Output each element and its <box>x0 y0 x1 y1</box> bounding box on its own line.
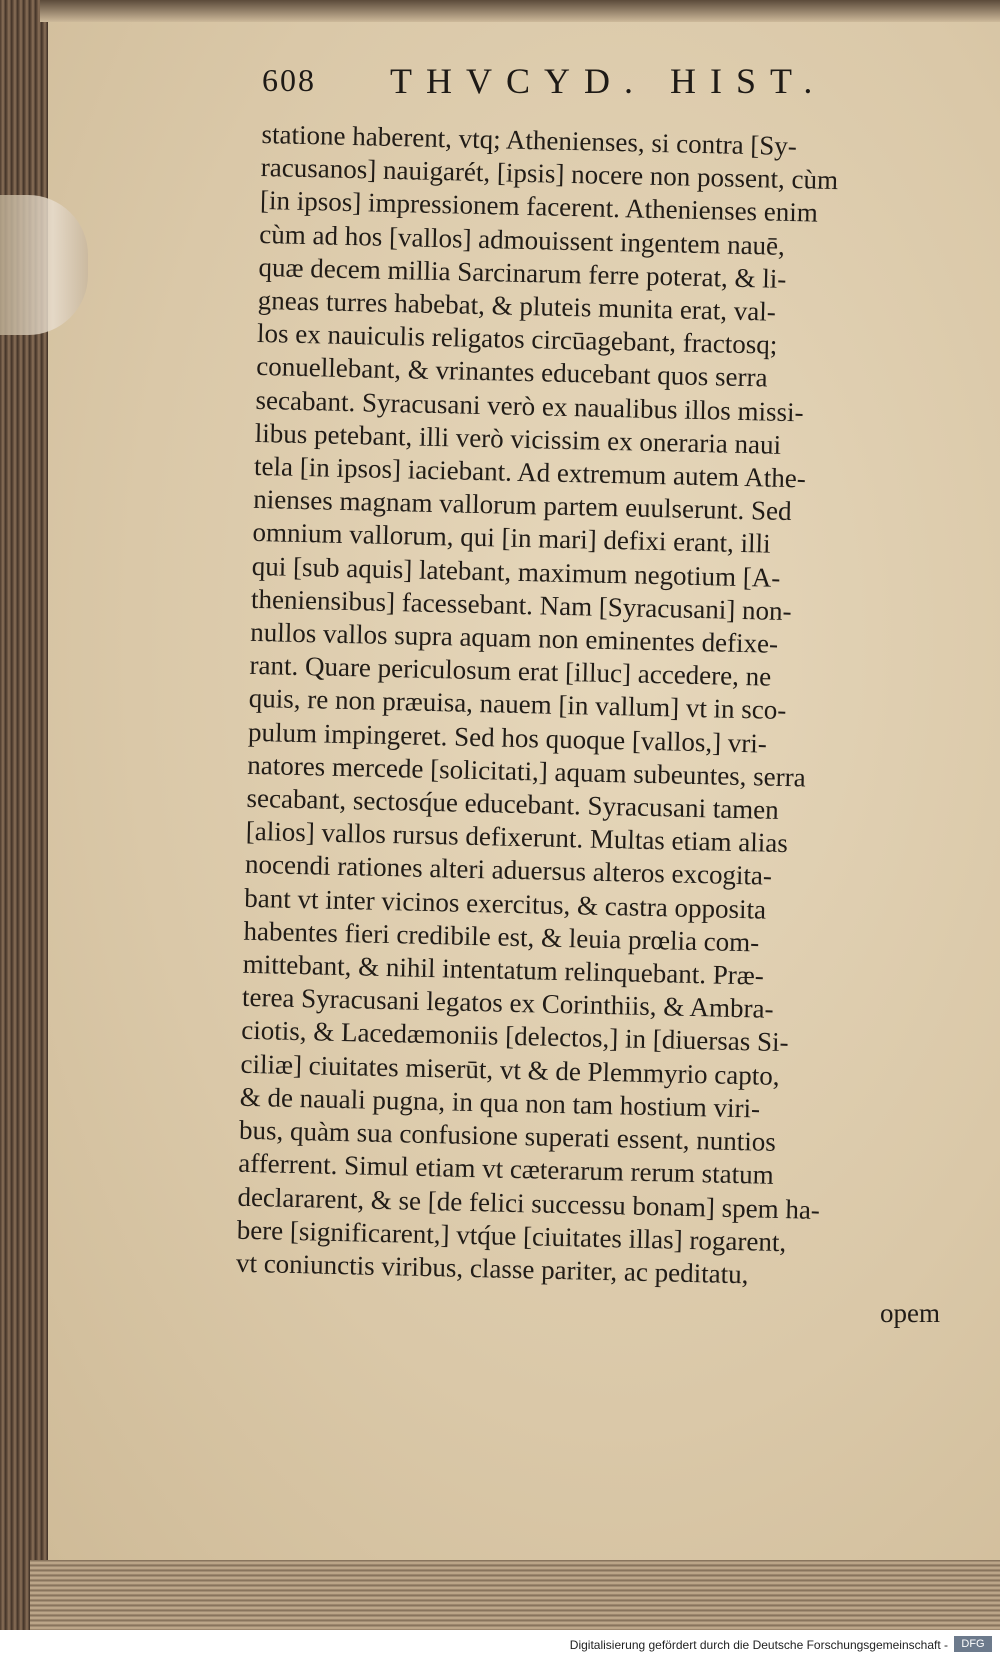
text-line: secabant. Syracusani verò ex naualibus illos missi- <box>255 384 804 427</box>
text-line: afferrent. Simul etiam vt cæterarum rerum statum <box>237 1148 775 1191</box>
text-line: conuellebant, & vrinantes educebant quos serra <box>256 351 768 393</box>
text-line: terea Syracusani legatos ex Corinthiis, & Ambra- <box>241 982 774 1025</box>
text-line: racusanos] nauigarét, [ipsis] nocere non possent, cùm <box>260 152 839 196</box>
text-line: & de nauali pugna, in qua non tam hostium viri- <box>239 1081 761 1124</box>
page-edge-bottom <box>30 1560 1000 1630</box>
text-line: qui [sub aquis] latebant, maximum negotium [A- <box>251 550 781 593</box>
text-line: statione haberent, vtq; Athenienses, si contra [Sy- <box>261 118 798 162</box>
text-line: gneas turres habebat, & pluteis munita erat, val- <box>257 284 777 327</box>
text-line: vt coniunctis viribus, classe pariter, ac peditatu, <box>235 1247 749 1290</box>
text-line: bere [significarent,] vtq́ue [ciuitates illas] rogarent, <box>236 1214 787 1257</box>
text-line: cùm ad hos [vallos] admouissent ingentem nauē, <box>259 218 786 261</box>
text-line: bus, quàm sua confusione superati essent, nuntios <box>238 1114 777 1158</box>
text-line: pulum impingeret. Sed hos quoque [vallos,] vri- <box>247 716 768 759</box>
body-text <box>236 118 952 1295</box>
text-line: secabant, sectosq́ue educebant. Syracusani tamen <box>246 782 780 825</box>
text-line: bant vt inter vicinos exercitus, & castra opposita <box>243 882 767 925</box>
text-line: quæ decem millia Sarcinarum ferre poterat, & li- <box>258 251 787 294</box>
page-edge-top <box>40 0 1000 22</box>
text-line: mittebant, & nihil intentatum relinquebant. Præ- <box>242 948 765 991</box>
text-line: ciliæ] ciuitates miserūt, vt & de Plemmyrio capto, <box>240 1048 780 1091</box>
text-line: nienses magnam vallorum partem euulserunt. Sed <box>253 484 792 527</box>
text-line: [in ipsos] impressionem facerent. Athenienses enim <box>259 185 819 229</box>
text-line: ciotis, & Lacedæmoniis [delectos,] in [diuersas Si- <box>240 1015 789 1058</box>
text-line: declararent, & se [de felici successu bonam] spem ha- <box>237 1181 821 1225</box>
text-line: omnium vallorum, qui [in mari] defixi erant, illi <box>252 517 771 560</box>
text-line: los ex nauiculis religatos circūagebant, fractosq; <box>256 318 778 360</box>
text-line: [alios] vallos rursus defixerunt. Multas etiam alias <box>245 816 789 859</box>
text-line: tela [in ipsos] iaciebant. Ad extremum autem Athe- <box>253 450 807 494</box>
catchword: opem <box>880 1298 940 1328</box>
text-line: natores mercede [solicitati,] aquam subeuntes, serra <box>246 749 807 793</box>
text-line: nullos vallos supra aquam non eminentes defixe- <box>249 616 779 659</box>
digitization-footer <box>0 1630 1000 1658</box>
text-line: theniensibus] facessebant. Nam [Syracusani] non- <box>250 583 792 626</box>
text-line: quis, re non præuisa, nauem [in vallum] vt in sco- <box>248 683 787 726</box>
footer-credit: Digitalisierung gefördert durch die Deutsche Forschungsgemeinschaft - <box>569 1638 948 1652</box>
text-line: rant. Quare periculosum erat [illuc] accedere, ne <box>249 650 772 692</box>
running-title: THVCYD. HIST. <box>390 61 827 101</box>
dfg-logo: DFG <box>954 1636 992 1652</box>
page-number: 608 <box>262 62 316 98</box>
text-line: libus petebant, illi verò vicissim ex oneraria naui <box>254 417 782 460</box>
text-line: nocendi rationes alteri aduersus alteros excogita- <box>244 849 773 892</box>
text-line: habentes fieri credibile est, & leuia prœlia com- <box>243 915 760 958</box>
